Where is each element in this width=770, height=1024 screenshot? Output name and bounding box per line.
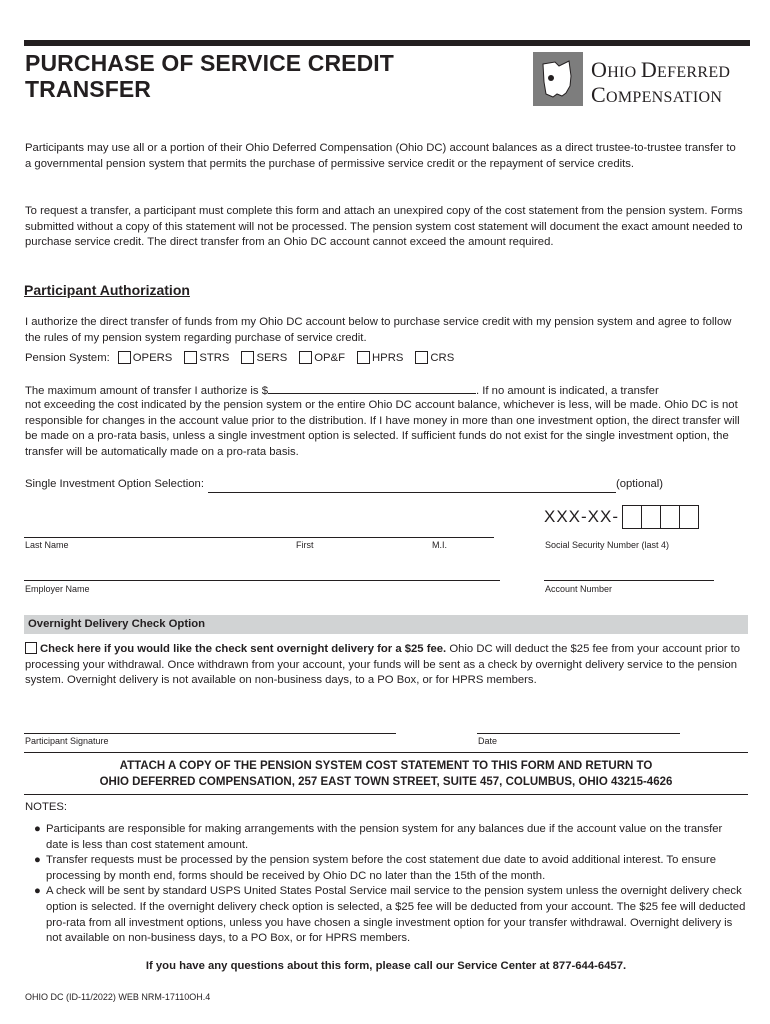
max-amount-field[interactable] <box>268 382 476 394</box>
pension-option-opers[interactable]: OPERS <box>112 351 177 364</box>
checkbox[interactable] <box>299 351 312 364</box>
list-item: ● Participants are responsible for making arrangements with the pension system for any balances due if the account value on the transfer date is less than cost statement amount. <box>34 822 746 853</box>
pension-option-sers[interactable]: SERS <box>235 351 291 364</box>
attach-line-1: ATTACH A COPY OF THE PENSION SYSTEM COST STATEMENT TO THIS FORM AND RETURN TO <box>119 760 653 772</box>
overnight-heading: Overnight Delivery Check Option <box>24 615 748 634</box>
intro-paragraph-2: To request a transfer, a participant must complete this form and attach an unexpired copy of the cost statement from the pension system. Forms submitted without a copy of this statement will not be processed. The pension system cost statement will document the exact amount needed to purchase service credit. The direct transfer from an Ohio DC account cannot exceed the amount required. <box>25 205 743 249</box>
overnight-text: Ohio DC will deduct the $25 fee from your account prior to processing your withdrawal. Once withdrawn from your account, your funds will be sent as a check by overnight delivery service to the pension system. Overnight delivery is not available on non-business days, to a PO Box, or for HPRS members. <box>25 643 741 687</box>
signature-label: Participant Signature <box>25 736 109 746</box>
pension-system-label: Pension System: <box>25 351 110 364</box>
overnight-bold-text: Check here if you would like the check sent overnight delivery for a $25 fee. <box>40 643 447 655</box>
list-item: ● A check will be sent by standard USPS United States Postal Service mail service to the pension system unless the overnight delivery check option is selected. If the overnight delivery check option is selected, a $25 fee will be deducted from your account. The $25 fee will deducted pro-rata from all investment options, unless you have chosen a single investment option for your transfer withdrawal. Overnight delivery is not available on non-business days, to a PO Box, or for HPRS members. <box>34 884 746 946</box>
bullet-icon: ● <box>34 885 41 898</box>
form-title <box>25 50 495 102</box>
form-id-footer: OHIO DC (ID-11/2022) WEB NRM-17110OH.4 <box>25 992 211 1002</box>
logo-wordmark <box>591 59 730 109</box>
intro-paragraph-1: Participants may use all or a portion of their Ohio Deferred Compensation (Ohio DC) account balances as a direct trustee-to-trustee transfer to a governmental pension system that permits the purchase of permissive service credit or the repayment of service credits. <box>25 142 736 170</box>
single-option-label: Single Investment Option Selection: <box>25 478 204 490</box>
mi-label: M.I. <box>432 540 447 550</box>
participant-authorization-heading: Participant Authorization <box>24 282 190 298</box>
checkbox[interactable] <box>184 351 197 364</box>
pension-option-crs[interactable]: CRS <box>409 351 458 364</box>
title-line-1: PURCHASE OF SERVICE CREDIT <box>25 50 394 76</box>
name-input-line[interactable] <box>24 537 494 538</box>
ssn-digit-box[interactable] <box>679 505 699 529</box>
pension-option-opf[interactable]: OP&F <box>293 351 349 364</box>
last-name-label: Last Name <box>25 540 69 550</box>
pension-option-hprs[interactable]: HPRS <box>351 351 407 364</box>
attach-top-rule <box>24 752 748 753</box>
logo-line-2: COMPENSATION <box>591 82 723 107</box>
max-amount-suffix: . If no amount is indicated, a transfer <box>475 385 659 397</box>
checkbox[interactable] <box>357 351 370 364</box>
header-rule <box>24 40 750 46</box>
account-label: Account Number <box>545 584 613 594</box>
max-amount-rest: not exceeding the cost indicated by the pension system or the entire Ohio DC account balance, whichever is less, will be made. Ohio DC is not responsible for changes in the account value prior to the distribution. If I have money in more than one investment option, the direct transfer will be made on a pro-rata basis, unless a single investment option is selected. If sufficient funds do not exist for the single investment option, the transfer will be automatically made on a pro-rata basis. <box>25 399 740 458</box>
single-option-row <box>25 477 743 493</box>
ssn-prefix: XXX-XX- <box>544 507 620 526</box>
notes-list <box>34 822 746 947</box>
ssn-field <box>544 505 699 529</box>
overnight-checkbox[interactable] <box>25 642 37 654</box>
logo-line-1: OHIO DEFERRED <box>591 57 731 82</box>
single-option-optional: (optional) <box>615 478 664 490</box>
checkbox[interactable] <box>241 351 254 364</box>
bullet-icon: ● <box>34 854 41 867</box>
ssn-digit-box[interactable] <box>641 505 661 529</box>
pension-system-row <box>25 351 458 364</box>
checkbox[interactable] <box>118 351 131 364</box>
checkbox[interactable] <box>415 351 428 364</box>
first-name-label: First <box>296 540 314 550</box>
ssn-label: Social Security Number (last 4) <box>545 540 670 550</box>
employer-input-line[interactable] <box>24 580 500 581</box>
title-line-2: TRANSFER <box>25 76 152 102</box>
max-amount-prefix: The maximum amount of transfer I authorize is $ <box>25 385 268 397</box>
date-label: Date <box>478 736 498 746</box>
questions-text: If you have any questions about this form, please call our Service Center at 877-644-6457. <box>145 960 627 972</box>
single-option-field[interactable] <box>208 481 616 493</box>
authorization-text: I authorize the direct transfer of funds from my Ohio DC account below to purchase service credit with my pension system and agree to follow the rules of my pension system regarding purchase of service credit. <box>25 316 732 344</box>
signature-input-line[interactable] <box>24 733 396 734</box>
account-input-line[interactable] <box>544 580 714 581</box>
date-input-line[interactable] <box>477 733 680 734</box>
overnight-option <box>25 642 743 689</box>
ohio-dc-logo <box>533 52 753 108</box>
attach-line-2: OHIO DEFERRED COMPENSATION, 257 EAST TOWN STREET, SUITE 457, COLUMBUS, OHIO 43215-4626 <box>99 776 673 788</box>
attach-bottom-rule <box>24 794 748 795</box>
employer-label: Employer Name <box>25 584 90 594</box>
bullet-icon: ● <box>34 823 41 835</box>
ssn-digit-box[interactable] <box>622 505 642 529</box>
max-amount-line <box>25 382 743 400</box>
ohio-state-icon <box>533 52 583 106</box>
notes-heading: NOTES: <box>25 801 68 813</box>
list-item: ● Transfer requests must be processed by the pension system before the cost statement due date to avoid additional interest. To ensure processing by month end, forms should be received by Ohio DC no later than the 15th of the month. <box>34 853 746 884</box>
pension-option-strs[interactable]: STRS <box>178 351 233 364</box>
ssn-digit-box[interactable] <box>660 505 680 529</box>
